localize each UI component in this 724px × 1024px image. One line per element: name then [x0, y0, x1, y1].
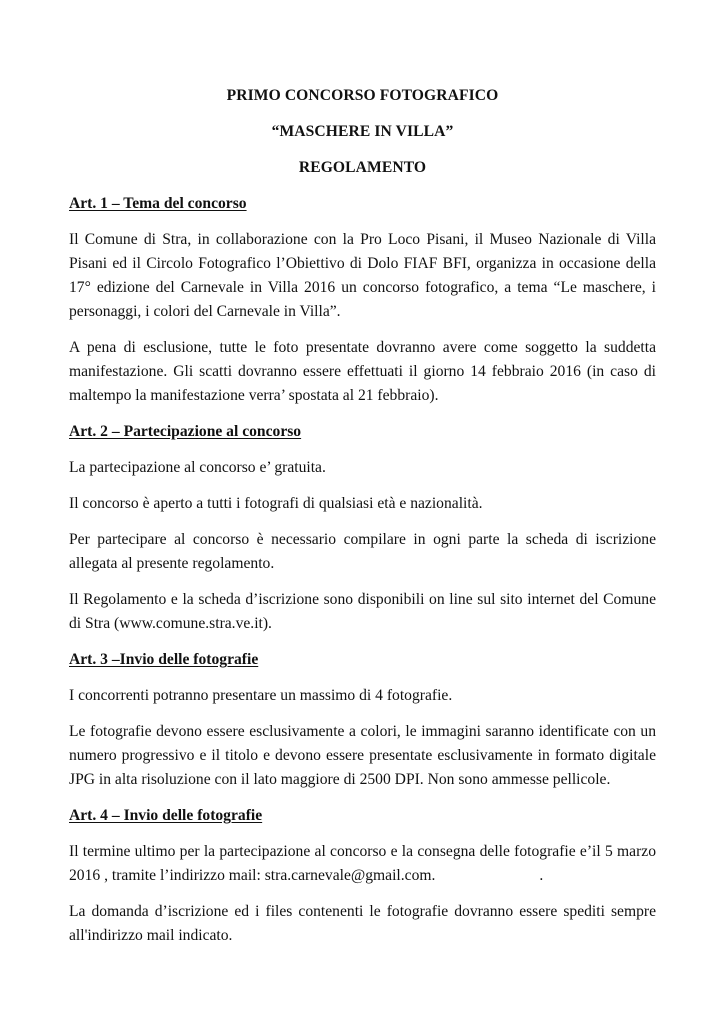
art3-paragraph-2: Le fotografie devono essere esclusivamente a colori, le immagini saranno identificate con un numero progressivo e il titolo e devono essere presentate esclusivamente in formato digitale JPG in alta risoluzione con il lato maggiore di 2500 DPI. Non sono ammesse pellicole.	[69, 723, 656, 788]
art1-paragraph-2: A pena di esclusione, tutte le foto presentate dovranno avere come soggetto la suddetta manifestazione. Gli scatti dovranno essere effettuati il giorno 14 febbraio 2016 (in caso di maltempo la manifestazione verra’ spostata al 21 febbraio).	[69, 339, 656, 404]
regulation-title: REGOLAMENTO	[298, 159, 427, 176]
art4-paragraph-1-text: Il termine ultimo per la partecipazione al concorso e la consegna delle fotografie e’il 5 marzo 2016 , tramite l’indirizzo mail: stra.carnevale@gmail.com.	[69, 843, 656, 884]
art4-heading: Art. 4 – Invio delle fotografie	[69, 807, 263, 824]
contest-title: PRIMO CONCORSO FOTOGRAFICO	[226, 87, 499, 104]
art2-paragraph-1: La partecipazione al concorso e’ gratuita.	[69, 459, 326, 476]
art2-paragraph-4: Il Regolamento e la scheda d’iscrizione sono disponibili on line sul sito internet del Comune di Stra (www.comune.stra.ve.it).	[69, 591, 656, 632]
art3-paragraph-1: I concorrenti potranno presentare un massimo di 4 fotografie.	[69, 687, 453, 704]
art2-paragraph-3: Per partecipare al concorso è necessario compilare in ogni parte la scheda di iscrizione allegata al presente regolamento.	[69, 531, 656, 572]
contest-subtitle: “MASCHERE IN VILLA”	[271, 123, 454, 140]
art2-paragraph-2: Il concorso è aperto a tutti i fotografi di qualsiasi età e nazionalità.	[69, 495, 483, 512]
art4-paragraph-1-tail: .	[539, 867, 544, 884]
art2-heading: Art. 2 – Partecipazione al concorso	[69, 423, 302, 440]
art3-heading: Art. 3 –Invio delle fotografie	[69, 651, 259, 668]
art1-heading: Art. 1 – Tema del concorso	[69, 195, 247, 212]
document-page	[69, 84, 656, 960]
art1-paragraph-1: Il Comune di Stra, in collaborazione con la Pro Loco Pisani, il Museo Nazionale di Villa Pisani ed il Circolo Fotografico l’Obiettivo di Dolo FIAF BFI, organizza in occasione della 17° edizione del Carnevale in Villa 2016 un concorso fotografico, a tema “Le maschere, i personaggi, i colori del Carnevale in Villa”.	[69, 231, 656, 320]
art4-paragraph-1	[69, 840, 656, 888]
art4-paragraph-2: La domanda d’iscrizione ed i files contenenti le fotografie dovranno essere spediti sempre all'indirizzo mail indicato.	[69, 903, 656, 944]
